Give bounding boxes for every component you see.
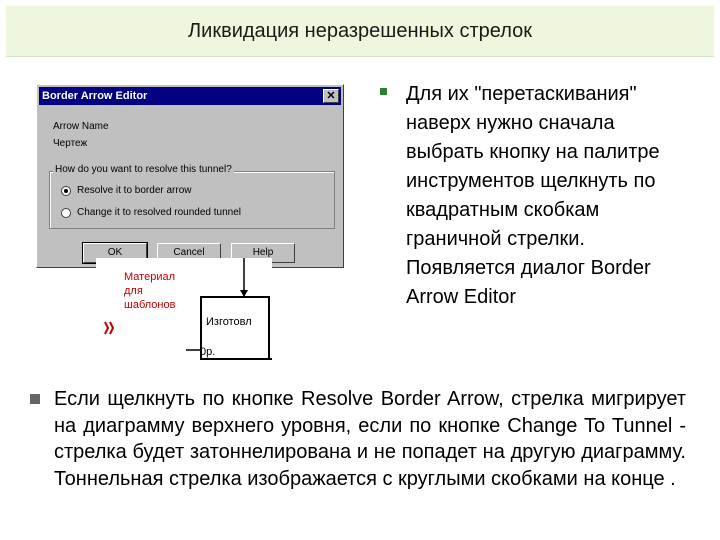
radio-change-label: Change it to resolved rounded tunnel: [77, 207, 242, 218]
square-bullet-icon: [30, 394, 40, 404]
slide-title-bar: [6, 6, 714, 57]
ok-button[interactable]: OK: [83, 243, 147, 263]
red-label-line-3: шаблонов: [124, 299, 176, 311]
resolve-question: How do you want to resolve this tunnel?: [55, 164, 232, 175]
activity-box-label: Изготовл: [206, 316, 252, 328]
bottom-bullet: [24, 386, 686, 492]
close-icon[interactable]: ✕: [323, 89, 339, 103]
activity-box-bottom-line: [200, 358, 272, 360]
border-arrow-editor-dialog: [36, 84, 344, 268]
square-bullet-icon: [380, 88, 387, 95]
radio-change-tunnel[interactable]: [61, 207, 241, 218]
radio-resolve-label: Resolve it to border arrow: [77, 185, 192, 196]
red-label-line-1: Материал: [124, 271, 175, 283]
arrow-name-label: Arrow Name: [53, 121, 109, 132]
slide-title: Ликвидация неразрешенных стрелок: [188, 19, 532, 42]
red-label-line-2: для: [124, 285, 143, 297]
border-arrow-label: [124, 270, 175, 312]
cancel-button[interactable]: Cancel: [157, 243, 221, 263]
bottom-bullet-text: Если щелкнуть по кнопке Resolve Border Arrow, стрелка мигрирует на диаграмму верхнего уровня, если по кнопке Change To Tunnel - стрелка будет затоннелирована и не попадет на другую диаграмму. Тоннельная стрелка изображается с круглыми скобками на конце .: [54, 388, 686, 490]
right-bullet-text: Для их "перетаскивания" наверх нужно сначала выбрать кнопку на палитре инструментов щелкнуть по квадратным скобкам граничной стрелки. Появляется диалог Border Arrow Editor: [406, 83, 660, 308]
dialog-title: Border Arrow Editor: [42, 90, 148, 102]
radio-resolve-border[interactable]: [61, 185, 192, 196]
radio-unchecked-icon[interactable]: [61, 208, 71, 218]
radio-checked-icon[interactable]: [61, 186, 71, 196]
arrow-name-value: Чертеж: [53, 138, 88, 149]
help-button[interactable]: Help: [231, 243, 295, 263]
activity-box-code: 0р.: [200, 346, 216, 358]
dialog-titlebar: [39, 87, 341, 105]
resolve-options-group: [49, 171, 335, 229]
idef0-diagram-fragment: [96, 258, 272, 370]
